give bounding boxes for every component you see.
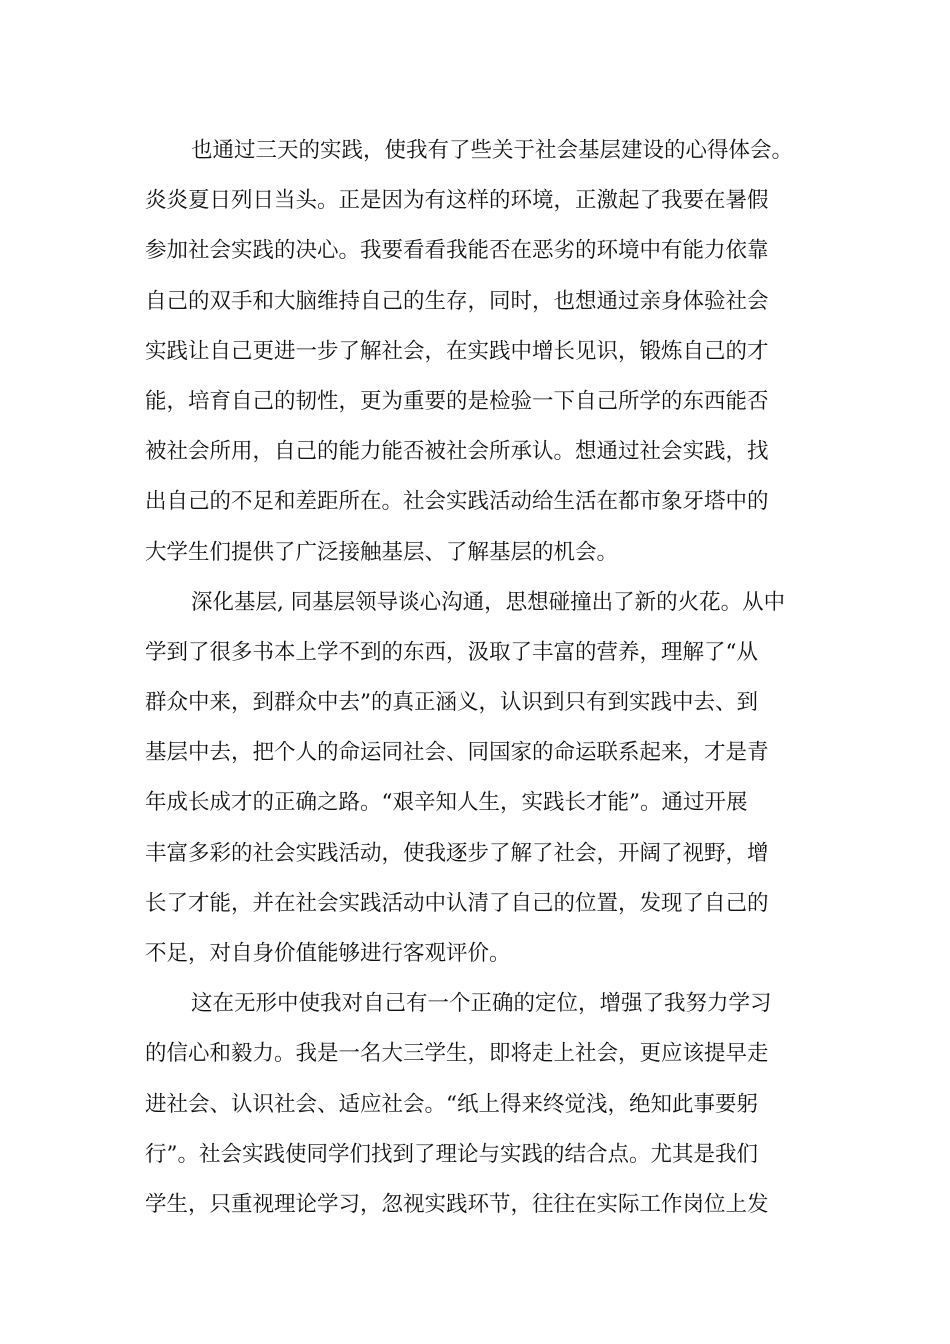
paragraph-1 (145, 126, 810, 578)
paragraph-line: 出自己的不足和差距所在。社会实践活动给生活在都市象牙塔中的 (145, 489, 769, 515)
document-body (145, 126, 810, 1230)
paragraph-line: 长了才能，并在社会实践活动中认清了自己的位置，发现了自己的 (145, 890, 769, 916)
paragraph-line: 不足，对自身价值能够进行客观评价。 (145, 941, 511, 966)
paragraph-line: 也通过三天的实践，使我有了些关于社会基层建设的心得体会。 (191, 138, 794, 163)
paragraph-line: 年成长成才的正确之路。“艰辛知人生，实践长才能”。通过开展 (145, 790, 748, 816)
paragraph-line: 学生，只重视理论学习，忽视实践环节，往往在实际工作岗位上发 (145, 1191, 769, 1217)
paragraph-3 (145, 979, 810, 1230)
paragraph-line: 丰富多彩的社会实践活动，使我逐步了解了社会，开阔了视野，增 (145, 840, 769, 866)
paragraph-line: 基层中去，把个人的命运同社会、同国家的命运联系起来，才是青 (145, 740, 769, 766)
paragraph-line: 的信心和毅力。我是一名大三学生，即将走上社会，更应该提早走 (145, 1041, 769, 1067)
paragraph-line: 学到了很多书本上学不到的东西，汲取了丰富的营养，理解了“从 (145, 639, 758, 665)
paragraph-line: 群众中来，到群众中去”的真正涵义，认识到只有到实践中去、到 (145, 690, 758, 716)
paragraph-line: 自己的双手和大脑维持自己的生存，同时，也想通过亲身体验社会 (145, 288, 769, 314)
paragraph-2 (145, 578, 810, 980)
paragraph-line: 能，培育自己的韧性，更为重要的是检验一下自己所学的东西能否 (145, 388, 769, 414)
paragraph-line: 实践让自己更进一步了解社会，在实践中增长见识，锻炼自己的才 (145, 338, 769, 364)
paragraph-line: 参加社会实践的决心。我要看看我能否在恶劣的环境中有能力依靠 (145, 238, 769, 264)
paragraph-line: 这在无形中使我对自己有一个正确的定位，增强了我努力学习 (191, 991, 772, 1017)
paragraph-line: 深化基层, 同基层领导谈心沟通，思想碰撞出了新的火花。从中 (191, 589, 786, 615)
paragraph-line: 进社会、认识社会、适应社会。“纸上得来终觉浅，绝知此事要躬 (145, 1091, 758, 1117)
paragraph-line: 炎炎夏日列日当头。正是因为有这样的环境，正激起了我要在暑假 (145, 188, 769, 214)
paragraph-line: 被社会所用，自己的能力能否被社会所承认。想通过社会实践，找 (145, 439, 769, 465)
paragraph-line: 行”。社会实践使同学们找到了理论与实践的结合点。尤其是我们 (145, 1141, 758, 1167)
paragraph-line: 大学生们提供了广泛接触基层、了解基层的机会。 (145, 539, 619, 565)
